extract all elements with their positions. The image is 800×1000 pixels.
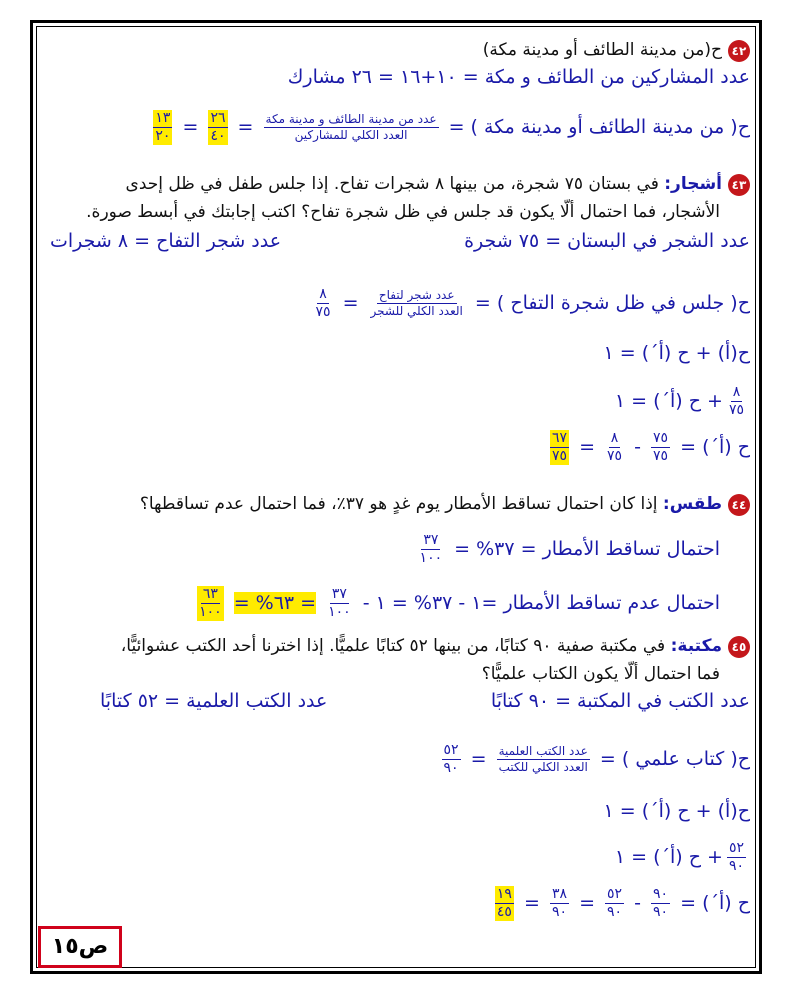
q45-probability-line: ح( كتاب علمي ) = $\frac{\text{عدد الكتب العلمية}}{\text{العدد الكلي للكتب}}$ = $\frac{٥٢}{٩٠}$ xyxy=(443,742,750,776)
q42-answer-fraction: $\frac{١٣}{٢٠}$ xyxy=(155,110,171,144)
q43-answer-fraction: $\frac{٦٧}{٧٥}$ xyxy=(551,430,568,464)
q42-numeric-fraction: $\frac{٢٦}{٤٠}$ xyxy=(210,110,226,144)
q45-text-line-2: فما احتمال ألّا يكون الكتاب علميًّا؟ xyxy=(481,664,720,684)
q43-count-apple: عدد شجر التفاح = ٨ شجرات xyxy=(50,230,282,252)
q45-step-3: ح (أ´) = $\frac{٩٠}{٩٠}$ - $\frac{٥٢}{٩٠}$ = $\frac{٣٨}{٩٠}$ = $\frac{١٩}{٤٥}$ xyxy=(496,886,750,920)
q43-text-line-2: الأشجار، فما احتمال ألّا يكون قد جلس في ظل شجرة تفاح؟ اكتب إجابتك في أبسط صورة. xyxy=(86,202,720,222)
q44-no-rain-line: احتمال عدم تساقط الأمطار =١ - ٣٧% = ١ - $\frac{٣٧}{١٠٠}$ = ٦٣% = $\frac{٦٣}{١٠٠}$ xyxy=(199,586,720,620)
q43-keyword: أشجار: xyxy=(664,174,722,194)
q45-text-line-1: ٤٥مكتبة: في مكتبة صفية ٩٠ كتابًا، من بينها ٥٢ كتابًا علميًّا. إذا اخترنا أحد الكتب عشوائيًّا، xyxy=(121,636,750,658)
q42-prob-lhs: ح( من مدينة الطائف أو مدينة مكة ) = xyxy=(448,115,750,138)
q43-word-fraction: $\frac{\text{عدد شجر لتفاح}}{\text{العدد الكلي للشجر}}$ xyxy=(370,288,463,318)
q43-step-2: $\frac{٨}{٧٥}$ + ح (أ´) = ١ xyxy=(614,384,744,418)
q43-probability-line: ح( جلس في ظل شجرة التفاح ) = $\frac{\text{عدد شجر لتفاح}}{\text{العدد الكلي للشجر}}$ = $\frac{٨}{٧٥}$ xyxy=(315,286,750,320)
q44-text-line: ٤٤طقس: إذا كان احتمال تساقط الأمطار يوم غدٍ هو ٣٧٪، فما احتمال عدم تساقطها؟ xyxy=(140,494,750,516)
q45-answer-fraction: $\frac{١٩}{٤٥}$ xyxy=(496,886,512,920)
q43-numeric-fraction: $\frac{٨}{٧٥}$ xyxy=(315,286,331,320)
page-number-box: ص١٥ xyxy=(38,926,122,968)
q45-count-sci: عدد الكتب العلمية = ٥٢ كتابًا xyxy=(100,690,328,712)
q43-number-badge: ٤٣ xyxy=(728,174,750,196)
q45-count-total: عدد الكتب في المكتبة = ٩٠ كتابًا xyxy=(490,690,750,712)
q42-title-line xyxy=(483,40,750,62)
q45-number-badge: ٤٥ xyxy=(728,636,750,658)
q42-probability-line: ح( من مدينة الطائف أو مدينة مكة ) = $\frac{\text{عدد من مدينة الطائف و مدينة مكة}}{\text{العدد الكلي للمشاركين}}$ = $\frac{٢٦}{٤٠}$ = $\frac{١٣}{٢٠}$ xyxy=(155,110,750,144)
q42-count-line: عدد المشاركين من الطائف و مكة = ١٠+١٦ = ٢٦ مشارك xyxy=(287,66,750,88)
q44-rain-line: احتمال تساقط الأمطار = ٣٧% = $\frac{٣٧}{١٠٠}$ xyxy=(419,532,720,566)
q45-word-fraction: $\frac{\text{عدد الكتب العلمية}}{\text{العدد الكلي للكتب}}$ xyxy=(498,744,588,774)
q45-step-2: $\frac{٥٢}{٩٠}$ + ح (أ´) = ١ xyxy=(614,840,744,874)
q44-answer-fraction: $\frac{٦٣}{١٠٠}$ xyxy=(199,586,222,620)
q43-count-total: عدد الشجر في البستان = ٧٥ شجرة xyxy=(464,230,750,252)
q45-step-1: ح(أ) + ح (أ´) = ١ xyxy=(603,800,750,822)
q44-number-badge: ٤٤ xyxy=(728,494,750,516)
q42-title: ح(من مدينة الطائف أو مدينة مكة) xyxy=(482,40,722,60)
q42-word-fraction: $\frac{\text{عدد من مدينة الطائف و مدينة مكة}}{\text{العدد الكلي للمشاركين}}$ xyxy=(265,112,437,142)
q43-step-1: ح(أ) + ح (أ´) = ١ xyxy=(603,342,750,364)
q42-number-badge: ٤٢ xyxy=(728,40,750,62)
q43-text-line-1: ٤٣أشجار: في بستان ٧٥ شجرة، من بينها ٨ شجرات تفاح. إذا جلس طفل في ظل إحدى xyxy=(126,174,750,196)
q43-step-3: ح (أ´) = $\frac{٧٥}{٧٥}$ - $\frac{٨}{٧٥}$ = $\frac{٦٧}{٧٥}$ xyxy=(551,430,750,464)
